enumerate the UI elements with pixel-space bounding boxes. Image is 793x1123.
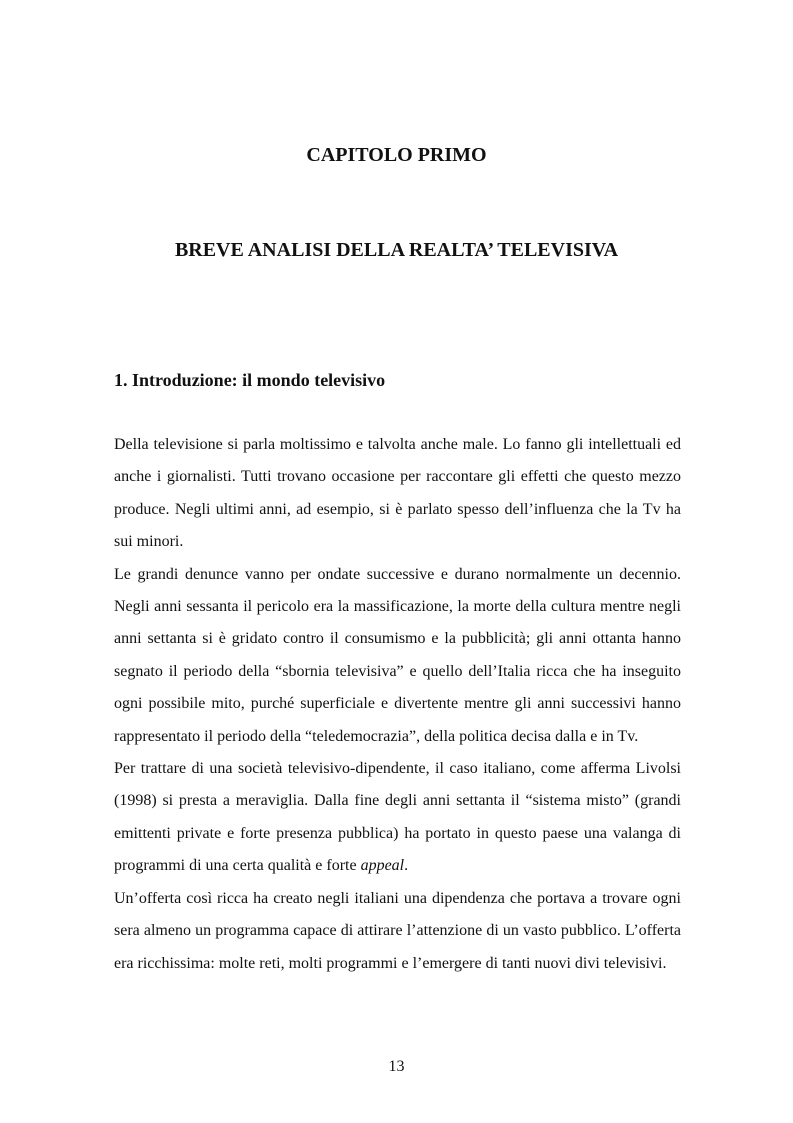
paragraph-3: [114, 753, 681, 883]
paragraph-3-emphasis: appeal: [360, 857, 405, 875]
paragraph-3-text-after: .: [404, 857, 409, 875]
section-heading: 1. Introduzione: il mondo televisivo: [114, 370, 386, 390]
paragraph-2: Le grandi denunce vanno per ondate successive e durano normalmente un decennio. Negli anni sessanta il pericolo era la massificazione, la morte della cultura mentre negli anni settanta si è gridato contro il consumismo e la pubblicità; gli anni ottanta hanno segnato il periodo della “sbornia televisiva” e quello dell’Italia ricca che ha inseguito ogni possibile mito, purché superficiale e divertente mentre gli anni successivi hanno rappresentato il periodo della “teledemocrazia”, della politica decisa dalla e in Tv.: [114, 565, 681, 745]
paragraph-1: Della televisione si parla moltissimo e talvolta anche male. Lo fanno gli intellettuali ed anche i giornalisti. Tutti trovano occasione per raccontare gli effetti che questo mezzo produce. Negli ultimi anni, ad esempio, si è parlato spesso dell’influenza che la Tv ha sui minori.: [114, 436, 681, 551]
chapter-label: CAPITOLO PRIMO: [306, 144, 487, 166]
page-number: 13: [388, 1058, 405, 1075]
paragraph-3-text-before: Per trattare di una società televisivo-dipendente, il caso italiano, come afferma Livolsi (1998) si presta a meraviglia. Dalla fine degli anni settanta il “sistema misto” (grandi emittenti private e forte presenza pubblica) ha portato in questo paese una valanga di programmi di una certa qualità e forte: [114, 760, 681, 875]
paragraph-4: Un’offerta così ricca ha creato negli italiani una dipendenza che portava a trovare ogni sera almeno un programma capace di attirare l’attenzione di un vasto pubblico. L’offerta era ricchissima: molte reti, molti programmi e l’emergere di tanti nuovi divi televisivi.: [114, 889, 681, 972]
chapter-title: BREVE ANALISI DELLA REALTA’ TELEVISIVA: [174, 239, 619, 261]
body-text: [114, 429, 681, 980]
